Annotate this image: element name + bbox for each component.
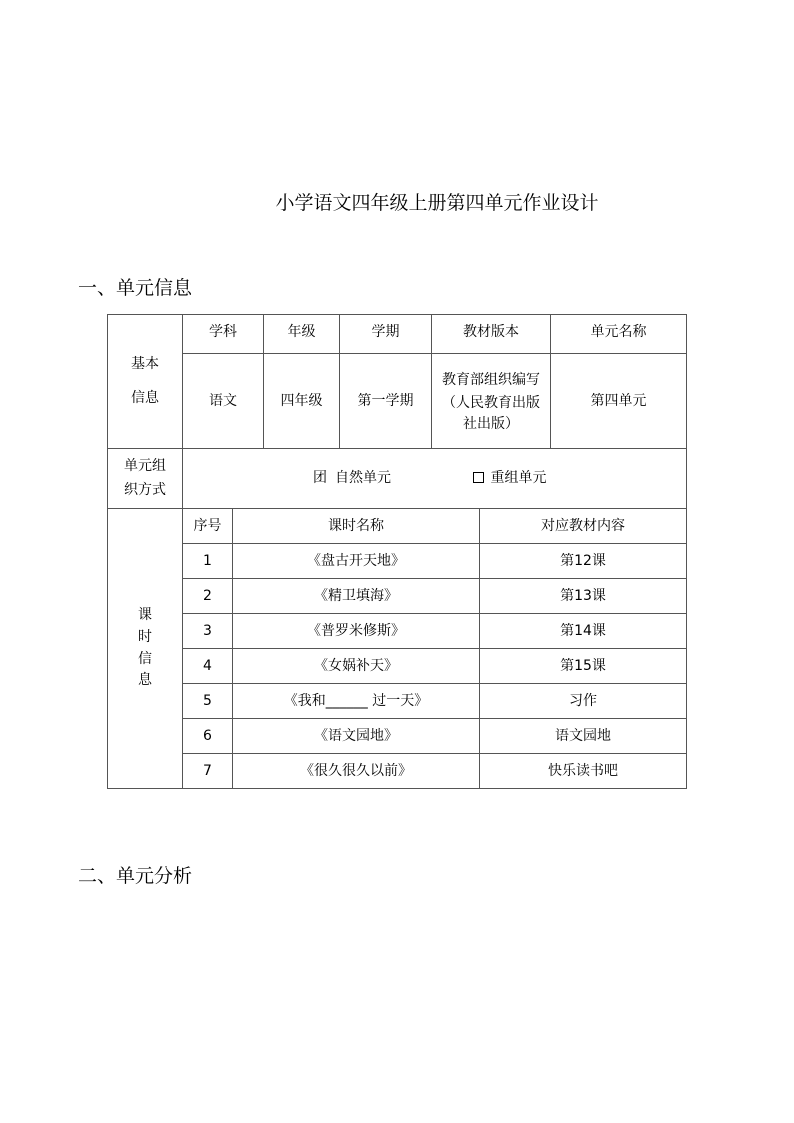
natural-unit-checked-icon: 团 bbox=[313, 470, 327, 487]
value-unit: 第四单元 bbox=[551, 354, 687, 449]
lesson-content: 语文园地 bbox=[480, 719, 687, 754]
basic-info-label-text: 基本 信息 bbox=[131, 355, 159, 406]
lesson-no: 3 bbox=[183, 614, 233, 649]
lesson-no: 6 bbox=[183, 719, 233, 754]
header-subject: 学科 bbox=[183, 315, 264, 354]
lesson-name: 《女娲补天》 bbox=[233, 649, 480, 684]
header-edition: 教材版本 bbox=[432, 315, 551, 354]
value-subject: 语文 bbox=[183, 354, 264, 449]
lesson-no: 5 bbox=[183, 684, 233, 719]
lesson-content: 习作 bbox=[480, 684, 687, 719]
table-row bbox=[108, 649, 687, 684]
organization-options bbox=[183, 449, 687, 509]
section-heading-unit-info: 一、单元信息 bbox=[78, 277, 193, 299]
organization-label-text: 单元组 织方式 bbox=[124, 457, 166, 498]
table-row bbox=[108, 754, 687, 789]
regrouped-unit-label: 重组单元 bbox=[490, 470, 547, 487]
option-regrouped-unit[interactable] bbox=[473, 467, 546, 489]
organization-label bbox=[108, 449, 183, 509]
lesson-no: 7 bbox=[183, 754, 233, 789]
table-row bbox=[108, 579, 687, 614]
lesson-no: 1 bbox=[183, 544, 233, 579]
header-grade: 年级 bbox=[264, 315, 340, 354]
edition-line1: 教育部组织编写 bbox=[442, 371, 540, 388]
value-term: 第一学期 bbox=[340, 354, 432, 449]
basic-info-label bbox=[108, 315, 183, 449]
lesson-name: 《语文园地》 bbox=[233, 719, 480, 754]
header-lesson-name: 课时名称 bbox=[233, 509, 480, 544]
value-grade: 四年级 bbox=[264, 354, 340, 449]
lesson-content: 第12课 bbox=[480, 544, 687, 579]
table-row bbox=[108, 614, 687, 649]
table-row bbox=[108, 684, 687, 719]
natural-unit-label: 自然单元 bbox=[335, 470, 391, 487]
header-content: 对应教材内容 bbox=[480, 509, 687, 544]
lesson-name: 《很久很久以前》 bbox=[233, 754, 480, 789]
lesson-name: 《普罗米修斯》 bbox=[233, 614, 480, 649]
lesson-content: 第15课 bbox=[480, 649, 687, 684]
lesson-name: 《精卫填海》 bbox=[233, 579, 480, 614]
lesson-content: 快乐读书吧 bbox=[480, 754, 687, 789]
option-natural-unit[interactable] bbox=[313, 467, 391, 489]
value-edition bbox=[432, 354, 551, 449]
lesson-content: 第13课 bbox=[480, 579, 687, 614]
header-no: 序号 bbox=[183, 509, 233, 544]
lesson-name: 《盘古开天地》 bbox=[233, 544, 480, 579]
lesson-content: 第14课 bbox=[480, 614, 687, 649]
lesson-no: 4 bbox=[183, 649, 233, 684]
table-row bbox=[108, 544, 687, 579]
lesson-info-table bbox=[107, 508, 687, 789]
section-heading-unit-analysis: 二、单元分析 bbox=[78, 865, 193, 887]
document-title: 小学语文四年级上册第四单元作业设计 bbox=[275, 192, 599, 214]
edition-line2: （人民教育出版社出版） bbox=[442, 395, 540, 433]
header-unit-name: 单元名称 bbox=[551, 315, 687, 354]
table-row bbox=[108, 719, 687, 754]
unit-info-table bbox=[107, 314, 687, 509]
lesson-no: 2 bbox=[183, 579, 233, 614]
lesson-name: 《我和______ 过一天》 bbox=[233, 684, 480, 719]
checkbox-empty-icon bbox=[473, 472, 484, 483]
lesson-info-label-text: 课 时 信 息 bbox=[138, 607, 152, 689]
lesson-info-label bbox=[108, 509, 183, 789]
header-term: 学期 bbox=[340, 315, 432, 354]
